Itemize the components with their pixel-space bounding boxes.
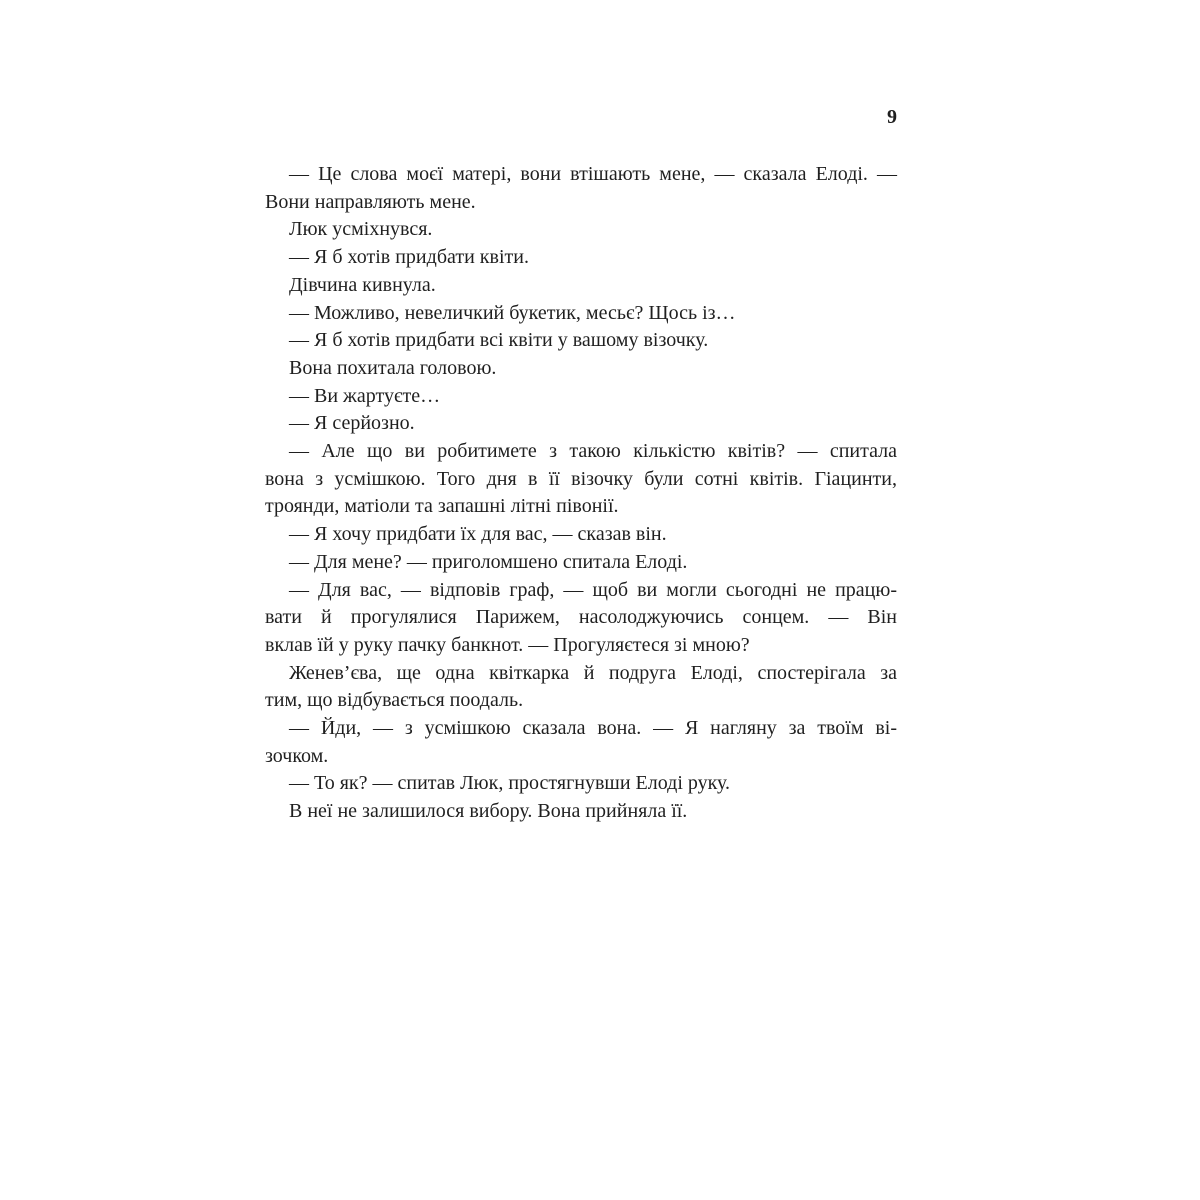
text-line: зочком. (265, 744, 329, 767)
text-line: троянди, матіоли та запашні літні півонії. (265, 495, 619, 518)
text-line: — То як? — спитав Люк, простягнувши Елоді руку. (289, 772, 731, 795)
text-line: — Для вас, — відповів граф, — щоб ви могли сьогодні не працю- (289, 578, 897, 601)
text-line: — Йди, — з усмішкою сказала вона. — Я нагляну за твоїм ві- (289, 717, 897, 740)
text-line: Вона похитала головою. (289, 356, 497, 379)
text-line: — Я хочу придбати їх для вас, — сказав він. (289, 523, 667, 546)
text-line: Вони направляють мене. (265, 190, 476, 213)
text-line: тим, що відбувається поодаль. (265, 689, 524, 712)
text-line: В неї не залишилося вибору. Вона прийняла її. (289, 800, 688, 823)
page-number: 9 (887, 106, 897, 128)
text-line: Люк усміхнувся. (289, 218, 433, 241)
body-text (265, 161, 897, 826)
text-line: Женев’єва, ще одна квіткарка й подруга Елоді, спостерігала за (289, 661, 897, 684)
text-line: — Можливо, невеличкий букетик, месьє? Щось із… (289, 301, 736, 324)
text-line: — Я серйозно. (289, 412, 415, 435)
text-line: — Але що ви робитимете з такою кількістю квітів? — спитала (289, 440, 897, 463)
text-line: — Я б хотів придбати всі квіти у вашому візочку. (289, 329, 709, 352)
text-line: — Я б хотів придбати квіти. (289, 246, 529, 269)
text-line: — Ви жартуєте… (289, 384, 441, 407)
text-line: — Для мене? — приголомшено спитала Елоді. (289, 550, 688, 573)
text-line: вати й прогулялися Парижем, насолоджуючись сонцем. — Він (265, 606, 897, 629)
text-line: вклав їй у руку пачку банкнот. — Прогуляєтеся зі мною? (265, 633, 750, 656)
text-line: — Це слова моєї матері, вони втішають мене, — сказала Елоді. — (289, 163, 897, 185)
text-line: вона з усмішкою. Того дня в її візочку були сотні квітів. Гіацинти, (265, 467, 897, 490)
text-line: Дівчина кивнула. (289, 273, 436, 296)
